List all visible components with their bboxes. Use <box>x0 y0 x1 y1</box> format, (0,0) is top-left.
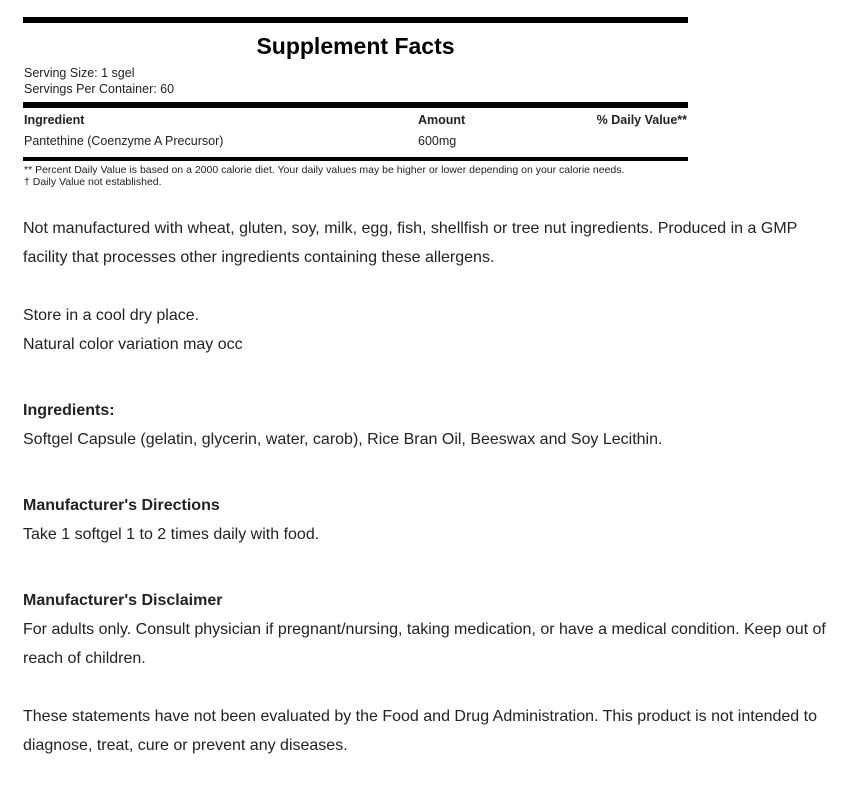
allergen-statement: Not manufactured with wheat, gluten, soy, milk, egg, fish, shellfish or tree nut ingredients. Produced in a GMP facility that processes other ingredients containing these allergens. <box>23 220 798 266</box>
directions-title: Manufacturer's Directions <box>23 497 220 514</box>
ingredients-text: Softgel Capsule (gelatin, glycerin, water, carob), Rice Bran Oil, Beeswax and Soy Lecithin. <box>23 431 663 448</box>
serving-size: Serving Size: 1 sgel <box>24 66 135 80</box>
disclaimer-title: Manufacturer's Disclaimer <box>23 592 223 609</box>
table-row <box>23 130 688 152</box>
servings-per-container: Servings Per Container: 60 <box>24 82 175 96</box>
storage-line: Store in a cool dry place. <box>23 307 200 324</box>
header-daily-value: % Daily Value** <box>596 113 687 127</box>
ingredients-title: Ingredients: <box>23 402 115 419</box>
top-divider <box>23 17 688 23</box>
footnotes <box>23 164 688 188</box>
facts-table-header <box>23 110 688 130</box>
thick-divider <box>23 102 688 108</box>
directions-text: Take 1 softgel 1 to 2 times daily with food. <box>23 526 320 543</box>
row-ingredient: Pantethine (Coenzyme A Precursor) <box>24 134 224 148</box>
color-variation-line: Natural color variation may occ <box>23 336 243 353</box>
header-amount: Amount <box>418 113 466 127</box>
supplement-facts-title: Supplement Facts <box>256 33 455 59</box>
footnote-not-established: † Daily Value not established. <box>24 176 162 188</box>
serving-info <box>23 65 688 97</box>
fda-statement: These statements have not been evaluated by the Food and Drug Administration. This product is not intended to diagnose, treat, cure or prevent any diseases. <box>23 708 817 754</box>
bottom-divider <box>23 157 688 161</box>
disclaimer-text: For adults only. Consult physician if pregnant/nursing, taking medication, or have a medical condition. Keep out of reach of children. <box>23 621 826 667</box>
footnote-daily-value: ** Percent Daily Value is based on a 2000 calorie diet. Your daily values may be higher or lower depending on your calorie needs. <box>24 164 625 176</box>
header-ingredient: Ingredient <box>24 113 85 127</box>
product-details <box>23 214 828 760</box>
supplement-facts-panel <box>23 17 688 188</box>
row-amount: 600mg <box>418 134 457 148</box>
